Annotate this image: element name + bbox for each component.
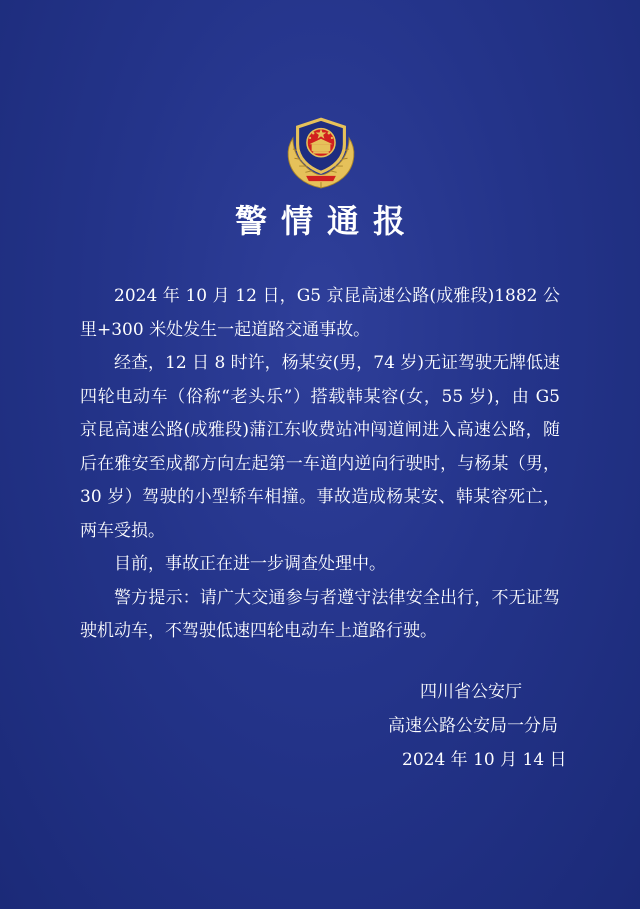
page-title: 警情通报 [234,202,419,240]
signature-block [360,675,600,777]
paragraph-investigation: 经查，12 日 8 时许，杨某安(男，74 岁)无证驾驶无牌低速四轮电动车（俗称“老头乐”）搭载韩某容(女，55 岁)，由 G5 京昆高速公路(成雅段)蒲江东收费站冲闯道闸进入高速公路，随后在雅安至成都方向左起第一车道内逆向行驶时，与杨某（男，30 岁）驾驶的小型轿车相撞。事故造成杨某安、韩某容死亡，两车受损。 [80,353,560,541]
issuing-department: 四川省公安厅 [420,682,522,702]
paragraph-police-tip: 警方提示：请广大交通参与者遵守法律安全出行，不无证驾驶机动车，不驾驶低速四轮电动车上道路行驶。 [80,587,560,641]
notice-body [80,280,560,649]
paragraph-status: 目前，事故正在进一步调查处理中。 [114,554,386,574]
police-emblem-icon [282,113,360,191]
issue-date: 2024 年 10 月 14 日 [402,750,567,770]
issuing-bureau: 高速公路公安局一分局 [388,716,558,736]
paragraph-accident-summary: 2024 年 10 月 12 日，G5 京昆高速公路(成雅段)1882 公里+300 米处发生一起道路交通事故。 [80,286,560,340]
